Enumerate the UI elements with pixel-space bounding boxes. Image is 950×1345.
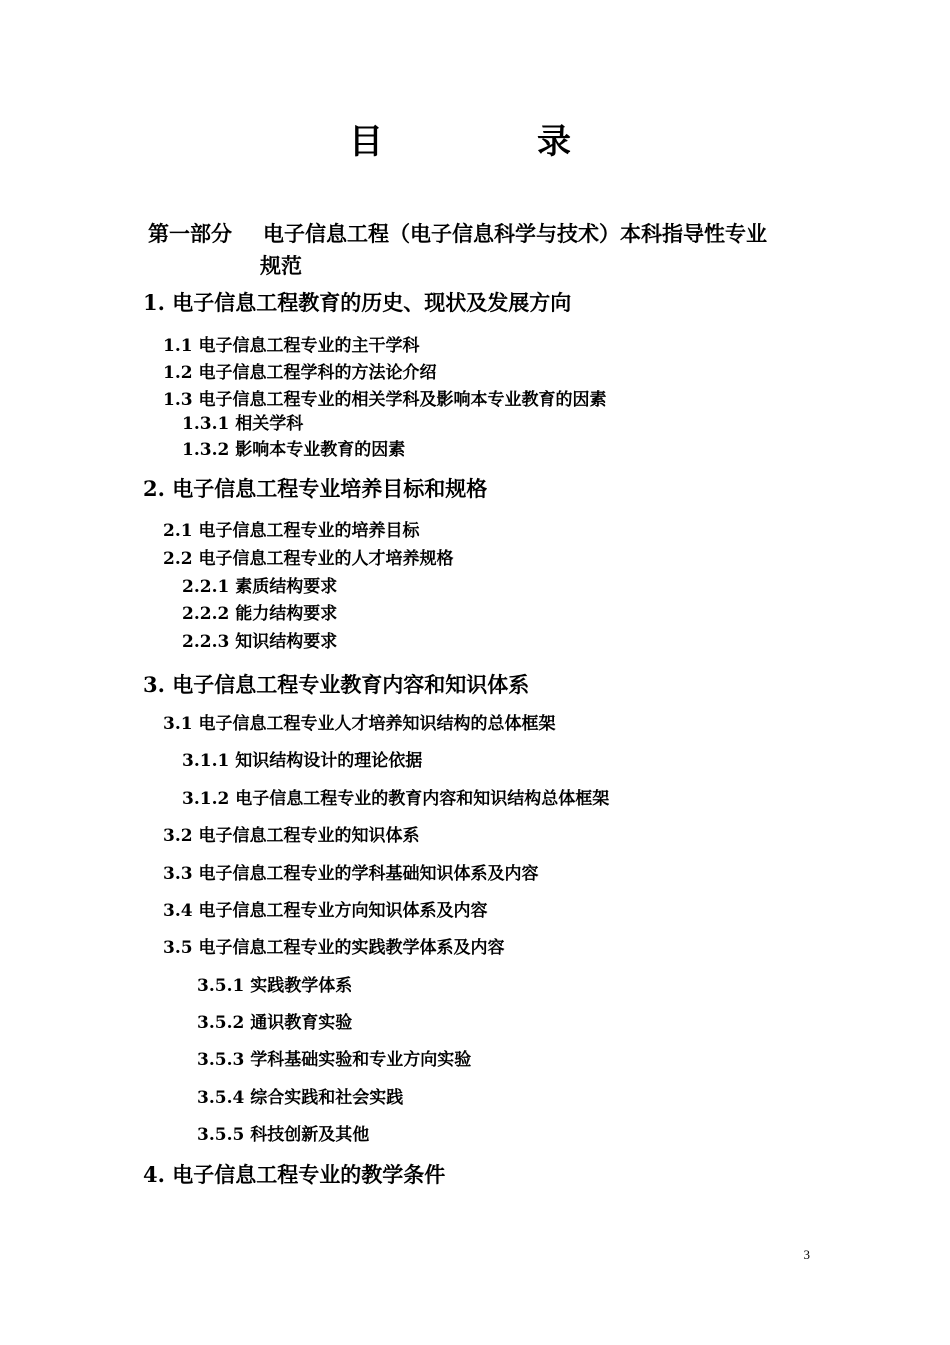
toc-entry-3-5-2[interactable]: 3.5.2 通识教育实验 bbox=[197, 1013, 353, 1033]
toc-entry-2-2-1[interactable]: 2.2.1 素质结构要求 bbox=[182, 577, 338, 597]
toc-entry-2-2-2[interactable]: 2.2.2 能力结构要求 bbox=[182, 604, 338, 624]
toc-entry-1-3[interactable]: 1.3 电子信息工程专业的相关学科及影响本专业教育的因素 bbox=[163, 390, 607, 410]
toc-entry-3-1[interactable]: 3.1 电子信息工程专业人才培养知识结构的总体框架 bbox=[163, 714, 556, 734]
toc-entry-3-4[interactable]: 3.4 电子信息工程专业方向知识体系及内容 bbox=[163, 901, 488, 921]
toc-entry-3-5-4[interactable]: 3.5.4 综合实践和社会实践 bbox=[197, 1088, 404, 1108]
part-title-line1: 电子信息工程（电子信息科学与技术）本科指导性专业 bbox=[263, 221, 767, 246]
toc-entry-3-5-5[interactable]: 3.5.5 科技创新及其他 bbox=[197, 1125, 370, 1145]
page-title: 目 录 bbox=[349, 122, 631, 162]
toc-entry-3-5-1[interactable]: 3.5.1 实践教学体系 bbox=[197, 976, 353, 996]
toc-entry-3-1-1[interactable]: 3.1.1 知识结构设计的理论依据 bbox=[182, 751, 423, 771]
toc-entry-1-2[interactable]: 1.2 电子信息工程学科的方法论介绍 bbox=[163, 363, 437, 383]
toc-entry-3-5[interactable]: 3.5 电子信息工程专业的实践教学体系及内容 bbox=[163, 938, 505, 958]
toc-entry-2[interactable]: 2. 电子信息工程专业培养目标和规格 bbox=[143, 476, 488, 501]
part-title-line2: 规范 bbox=[260, 253, 302, 278]
toc-entry-3[interactable]: 3. 电子信息工程专业教育内容和知识体系 bbox=[143, 672, 530, 697]
toc-entry-3-3[interactable]: 3.3 电子信息工程专业的学科基础知识体系及内容 bbox=[163, 864, 539, 884]
toc-entry-2-1[interactable]: 2.1 电子信息工程专业的培养目标 bbox=[163, 521, 420, 541]
page-number: 3 bbox=[803, 1247, 810, 1262]
part-label: 第一部分 bbox=[148, 221, 232, 246]
toc-entry-3-1-2[interactable]: 3.1.2 电子信息工程专业的教育内容和知识结构总体框架 bbox=[182, 789, 610, 809]
toc-entry-1-3-1[interactable]: 1.3.1 相关学科 bbox=[182, 414, 304, 434]
toc-entry-3-2[interactable]: 3.2 电子信息工程专业的知识体系 bbox=[163, 826, 420, 846]
toc-entry-2-2-3[interactable]: 2.2.3 知识结构要求 bbox=[182, 632, 338, 652]
toc-entry-4[interactable]: 4. 电子信息工程专业的教学条件 bbox=[143, 1162, 446, 1187]
toc-entry-2-2[interactable]: 2.2 电子信息工程专业的人才培养规格 bbox=[163, 549, 454, 569]
toc-entry-3-5-3[interactable]: 3.5.3 学科基础实验和专业方向实验 bbox=[197, 1050, 472, 1070]
toc-entry-1-1[interactable]: 1.1 电子信息工程专业的主干学科 bbox=[163, 336, 420, 356]
part-heading bbox=[148, 218, 828, 282]
toc-entry-1[interactable]: 1. 电子信息工程教育的历史、现状及发展方向 bbox=[143, 290, 572, 315]
toc-entry-1-3-2[interactable]: 1.3.2 影响本专业教育的因素 bbox=[182, 440, 406, 460]
